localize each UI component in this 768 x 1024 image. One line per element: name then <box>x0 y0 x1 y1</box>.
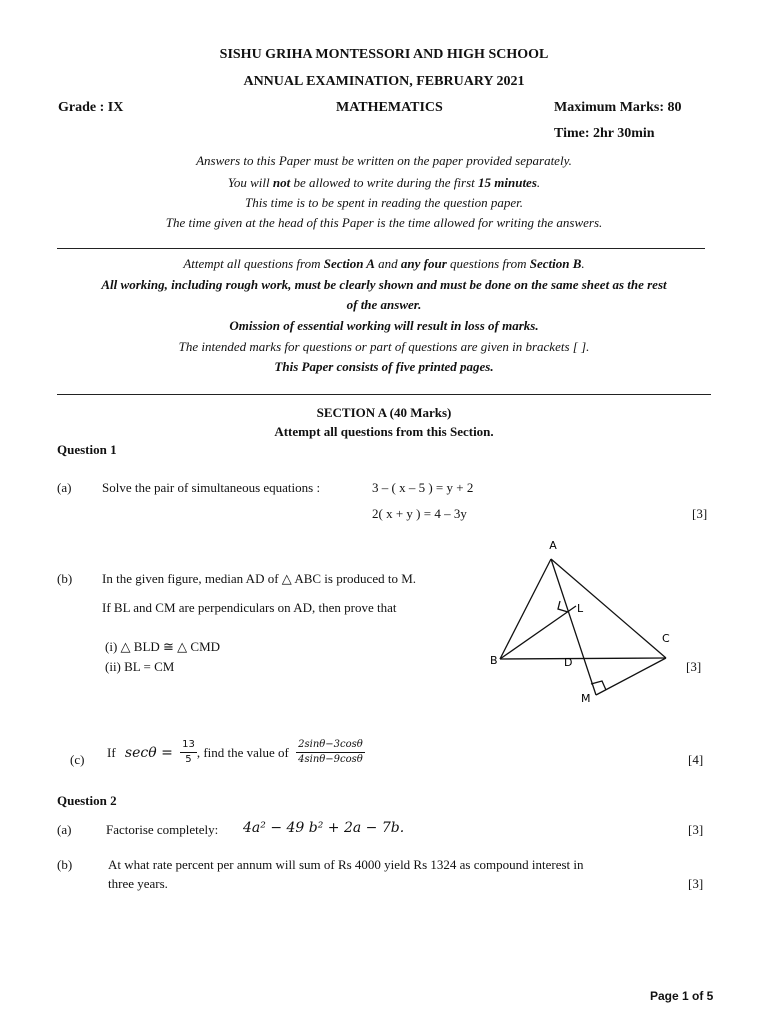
q1b-text-2: If BL and CM are perpendiculars on AD, then prove that <box>102 600 397 615</box>
section-a-title: SECTION A (40 Marks) <box>316 405 452 420</box>
label-a: A <box>549 539 557 552</box>
section-a-subtitle: Attempt all questions from this Section. <box>274 424 494 439</box>
q2b-marks: [3] <box>688 876 704 891</box>
edge-ac <box>551 559 666 658</box>
school-name: SISHU GRIHA MONTESSORI AND HIGH SCHOOL <box>219 47 549 62</box>
attempt-rule-post: . <box>581 256 585 271</box>
grade-label: Grade : IX <box>58 100 124 115</box>
q2a-number: (a) <box>57 822 72 837</box>
attempt-rule-any-four: any four <box>400 256 447 271</box>
q1a-equation-1: 3 – ( x – 5 ) = y + 2 <box>372 480 474 495</box>
time-label: Time: 2hr 30min <box>554 126 655 141</box>
label-m: M <box>581 692 591 705</box>
working-rule-line-2: of the answer. <box>346 297 422 312</box>
instruction-line-4: The time given at the head of this Paper is the time allowed for writing the answers. <box>165 215 603 230</box>
q2b-number: (b) <box>57 857 73 872</box>
q2a-expression: 4a² − 49 b² + 2a − 7b. <box>243 820 405 836</box>
edge-bc <box>500 658 666 659</box>
instruction-line-3: This time is to be spent in reading the question paper. <box>245 195 523 210</box>
q1b-item-2: (ii) BL = CM <box>105 659 175 674</box>
page-number: Page 1 of 5 <box>650 989 714 1003</box>
exam-title: ANNUAL EXAMINATION, FEBRUARY 2021 <box>243 74 525 89</box>
q1b-marks: [3] <box>686 659 702 674</box>
attempt-rule <box>0 256 768 272</box>
instruction-line-1: Answers to this Paper must be written on the paper provided separately. <box>196 153 572 168</box>
max-marks-label: Maximum Marks: 80 <box>554 100 682 115</box>
instruction-line-2-not: not <box>272 175 291 190</box>
omission-rule: Omission of essential working will result in loss of marks. <box>229 318 539 333</box>
q1c-fraction-den: 5 <box>185 754 192 765</box>
q1c-expression <box>107 740 365 765</box>
instruction-line-2-pre: You will <box>227 175 273 190</box>
instruction-line-2 <box>0 175 768 191</box>
q2b-text-1: At what rate percent per annum will sum of Rs 4000 yield Rs 1324 as compound interest in <box>108 857 584 872</box>
q1c-sec: secθ = <box>124 744 173 761</box>
divider-bottom <box>57 394 711 395</box>
instruction-line-2-post: . <box>536 175 541 190</box>
q1b-text-1: In the given figure, median AD of △ ABC is produced to M. <box>102 571 417 586</box>
perpendicular-bl <box>500 606 576 659</box>
marks-note: The intended marks for questions or part of questions are given in brackets [ ]. <box>178 339 590 354</box>
q1c-if: If <box>107 745 116 760</box>
q1c-fraction <box>180 740 197 765</box>
q1b-number: (b) <box>57 571 73 586</box>
pages-note: This Paper consists of five printed pages. <box>274 359 494 374</box>
attempt-rule-section-a: Section A <box>323 256 375 271</box>
q2b-text-2: three years. <box>108 876 168 891</box>
median-am <box>551 559 596 695</box>
q1c-fraction-num: 13 <box>180 740 197 753</box>
q2a-marks: [3] <box>688 822 704 837</box>
working-rule-line-1: All working, including rough work, must be clearly shown and must be done on the same sheet as the rest <box>101 277 667 292</box>
q1c-trig-fraction <box>296 740 365 765</box>
label-l: L <box>577 602 584 615</box>
attempt-rule-section-b: Section B <box>529 256 582 271</box>
q1b-item-1: (i) △ BLD ≅ △ CMD <box>105 639 221 654</box>
attempt-rule-and: and <box>374 256 401 271</box>
q1a-text: Solve the pair of simultaneous equations : <box>102 480 321 495</box>
label-d: D <box>564 656 573 669</box>
instruction-line-2-mid: be allowed to write during the first <box>290 175 479 190</box>
q1c-trig-den: 4sinθ−9cosθ <box>298 754 363 765</box>
q1a-marks: [3] <box>692 506 708 521</box>
q1a-number: (a) <box>57 480 72 495</box>
attempt-rule-mid: questions from <box>446 256 530 271</box>
triangle-figure <box>484 532 684 708</box>
label-c: C <box>662 632 670 645</box>
question-1-label: Question 1 <box>57 442 117 457</box>
attempt-rule-pre: Attempt all questions from <box>183 256 324 271</box>
instruction-line-2-minutes: 15 minutes <box>478 175 537 190</box>
perpendicular-cm <box>596 658 666 695</box>
q1c-mid: , find the value of <box>196 745 289 760</box>
label-b: B <box>490 654 498 667</box>
edge-ab <box>500 559 551 659</box>
question-2-label: Question 2 <box>57 793 117 808</box>
q1c-marks: [4] <box>688 752 704 767</box>
q2a-text: Factorise completely: <box>106 822 219 837</box>
q1a-equation-2: 2( x + y ) = 4 – 3y <box>372 506 467 521</box>
subject-label: MATHEMATICS <box>336 100 443 115</box>
q1c-number: (c) <box>70 752 85 767</box>
q1c-trig-num: 2sinθ−3cosθ <box>296 740 365 753</box>
divider-top <box>57 248 705 249</box>
